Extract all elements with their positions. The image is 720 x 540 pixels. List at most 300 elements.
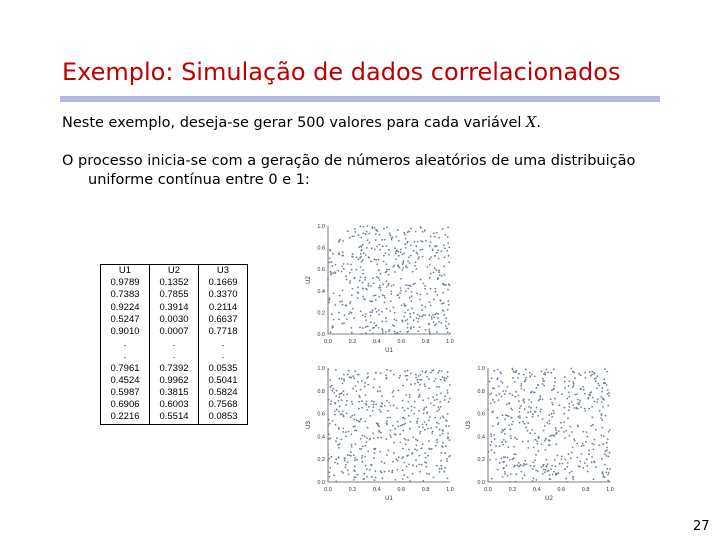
scatter-point: [447, 392, 449, 394]
scatter-point: [346, 400, 348, 402]
scatter-point: [366, 468, 368, 470]
scatter-point: [410, 406, 412, 408]
scatter-point: [518, 395, 520, 397]
scatter-point: [443, 379, 445, 381]
scatter-point: [377, 230, 379, 232]
scatter-point: [446, 328, 448, 330]
scatter-u1-u3: [298, 360, 456, 506]
scatter-point: [419, 315, 421, 317]
scatter-point: [343, 374, 345, 376]
scatter-point: [514, 465, 516, 467]
scatter-point: [342, 290, 344, 292]
scatter-point: [510, 408, 512, 410]
scatter-point: [416, 450, 418, 452]
scatter-point: [380, 432, 382, 434]
scatter-point: [423, 407, 425, 409]
scatter-point: [362, 269, 364, 271]
scatter-point: [380, 437, 382, 439]
scatter-point: [366, 247, 368, 249]
scatter-point: [554, 398, 556, 400]
scatter-point: [436, 399, 438, 401]
scatter-point: [359, 280, 361, 282]
scatter-point: [534, 375, 536, 377]
scatter-point: [397, 294, 399, 296]
scatter-point: [379, 409, 381, 411]
scatter-point: [382, 246, 384, 248]
scatter-point: [392, 266, 394, 268]
scatter-point: [428, 387, 430, 389]
scatter-point: [374, 452, 376, 454]
scatter-point: [339, 406, 341, 408]
scatter-point: [413, 413, 415, 415]
scatter-point: [400, 290, 402, 292]
scatter-point: [607, 474, 609, 476]
scatter-point: [438, 386, 440, 388]
scatter-point: [355, 385, 357, 387]
scatter-point: [410, 285, 412, 287]
scatter-point: [502, 461, 504, 463]
scatter-point: [365, 254, 367, 256]
scatter-point: [568, 409, 570, 411]
scatter-point: [367, 285, 369, 287]
scatter-point: [417, 241, 419, 243]
scatter-point: [505, 390, 507, 392]
scatter-point: [514, 381, 516, 383]
scatter-point: [573, 385, 575, 387]
scatter-point: [396, 250, 398, 252]
scatter-u2-u3: [458, 360, 616, 506]
scatter-point: [410, 245, 412, 247]
scatter-point: [331, 313, 333, 315]
scatter-point: [351, 256, 353, 258]
scatter-point: [569, 435, 571, 437]
scatter-point: [535, 411, 537, 413]
scatter-point: [541, 371, 543, 373]
scatter-point: [504, 433, 506, 435]
scatter-u1-u2-svg: [298, 218, 456, 358]
scatter-point: [366, 231, 368, 233]
scatter-point: [589, 394, 591, 396]
scatter-point: [417, 418, 419, 420]
y-axis-label: U3: [466, 421, 472, 429]
scatter-point: [426, 466, 428, 468]
scatter-point: [540, 443, 542, 445]
scatter-point: [399, 377, 401, 379]
scatter-point: [516, 438, 518, 440]
scatter-point: [490, 393, 492, 395]
scatter-point: [409, 428, 411, 430]
scatter-point: [341, 413, 343, 415]
scatter-point: [342, 304, 344, 306]
scatter-point: [496, 378, 498, 380]
scatter-point: [574, 394, 576, 396]
scatter-point: [384, 471, 386, 473]
scatter-point: [447, 438, 449, 440]
table-cell: 0.5824: [199, 387, 248, 399]
scatter-point: [597, 398, 599, 400]
scatter-point: [399, 375, 401, 377]
scatter-point: [341, 392, 343, 394]
scatter-point: [416, 317, 418, 319]
scatter-point: [352, 253, 354, 255]
scatter-point: [448, 255, 450, 257]
scatter-point: [528, 399, 530, 401]
scatter-point: [422, 249, 424, 251]
scatter-point: [367, 326, 369, 328]
scatter-point: [442, 415, 444, 417]
scatter-point: [588, 397, 590, 399]
scatter-point: [341, 266, 343, 268]
scatter-point: [346, 318, 348, 320]
scatter-point: [367, 451, 369, 453]
table-cell: 0.4524: [110, 374, 140, 386]
scatter-point: [534, 460, 536, 462]
scatter-point: [571, 401, 573, 403]
scatter-point: [447, 300, 449, 302]
scatter-point: [348, 313, 350, 315]
scatter-point: [341, 471, 343, 473]
scatter-point: [361, 455, 363, 457]
scatter-point: [389, 417, 391, 419]
x-tick-label: 0.4: [532, 487, 541, 493]
scatter-point: [605, 472, 607, 474]
col-header-u1: U1: [118, 265, 132, 276]
scatter-point: [366, 400, 368, 402]
scatter-point: [553, 368, 555, 370]
scatter-point: [328, 458, 330, 460]
scatter-point: [434, 399, 436, 401]
scatter-point: [338, 396, 340, 398]
scatter-point: [389, 434, 391, 436]
scatter-point: [384, 462, 386, 464]
table-cell: .: [199, 338, 248, 350]
scatter-point: [546, 369, 548, 371]
scatter-point: [330, 403, 332, 405]
scatter-point: [606, 442, 608, 444]
scatter-point: [553, 385, 555, 387]
scatter-point: [338, 428, 340, 430]
scatter-point: [385, 321, 387, 323]
scatter-point: [375, 404, 377, 406]
scatter-point: [429, 448, 431, 450]
scatter-point: [354, 459, 356, 461]
scatter-point: [440, 300, 442, 302]
scatter-point: [570, 368, 572, 370]
scatter-point: [386, 245, 388, 247]
scatter-point: [493, 434, 495, 436]
scatter-point: [412, 437, 414, 439]
scatter-point: [413, 319, 415, 321]
scatter-point: [386, 308, 388, 310]
scatter-point: [446, 460, 448, 462]
scatter-point: [423, 314, 425, 316]
scatter-point: [365, 233, 367, 235]
scatter-point: [412, 452, 414, 454]
scatter-point: [385, 263, 387, 265]
scatter-point: [396, 469, 398, 471]
scatter-point: [448, 261, 450, 263]
y-tick-label: 0.6: [317, 267, 325, 274]
scatter-point: [440, 460, 442, 462]
scatter-point: [447, 236, 449, 238]
scatter-point: [566, 466, 568, 468]
scatter-point: [536, 387, 538, 389]
scatter-point: [540, 411, 542, 413]
scatter-point: [335, 264, 337, 266]
scatter-point: [601, 387, 603, 389]
scatter-point: [494, 401, 496, 403]
scatter-point: [489, 459, 491, 461]
scatter-point: [495, 445, 497, 447]
scatter-point: [419, 455, 421, 457]
scatter-point: [444, 247, 446, 249]
scatter-point: [449, 333, 451, 335]
scatter-point: [349, 282, 351, 284]
scatter-point: [403, 316, 405, 318]
x-tick-label: 1.0: [446, 339, 454, 345]
scatter-point: [372, 406, 374, 408]
scatter-point: [346, 305, 348, 307]
scatter-point: [342, 428, 344, 430]
scatter-point: [379, 285, 381, 287]
y-tick-label: 0.0: [317, 332, 325, 338]
scatter-point: [438, 270, 440, 272]
scatter-point: [388, 249, 390, 251]
scatter-point: [427, 412, 429, 414]
scatter-point: [509, 459, 511, 461]
scatter-point: [359, 396, 361, 398]
scatter-point: [594, 461, 596, 463]
scatter-point: [436, 294, 438, 296]
scatter-point: [409, 262, 411, 264]
scatter-point: [602, 472, 604, 474]
scatter-point: [335, 403, 337, 405]
scatter-point: [378, 296, 380, 298]
scatter-point: [407, 455, 409, 457]
scatter-point: [508, 446, 510, 448]
scatter-point: [419, 471, 421, 473]
scatter-point: [390, 234, 392, 236]
scatter-point: [490, 433, 492, 435]
scatter-point: [404, 462, 406, 464]
table-row: [101, 411, 248, 424]
scatter-point: [560, 422, 562, 424]
scatter-point: [328, 302, 330, 304]
scatter-point: [561, 393, 563, 395]
scatter-point: [446, 390, 448, 392]
scatter-point: [490, 444, 492, 446]
scatter-point: [525, 426, 527, 428]
scatter-point: [327, 425, 329, 427]
scatter-point: [361, 448, 363, 450]
scatter-point: [401, 254, 403, 256]
scatter-point: [532, 480, 534, 482]
scatter-point: [342, 431, 344, 433]
scatter-point: [343, 416, 345, 418]
scatter-point: [591, 371, 593, 373]
scatter-point: [399, 267, 401, 269]
scatter-point: [433, 380, 435, 382]
scatter-point: [358, 401, 360, 403]
scatter-point: [444, 395, 446, 397]
scatter-point: [402, 407, 404, 409]
scatter-point: [424, 314, 426, 316]
scatter-point: [402, 262, 404, 264]
scatter-point: [549, 444, 551, 446]
scatter-point: [593, 444, 595, 446]
scatter-point: [424, 285, 426, 287]
scatter-point: [504, 393, 506, 395]
scatter-point: [543, 373, 545, 375]
scatter-point: [524, 381, 526, 383]
scatter-point: [331, 390, 333, 392]
scatter-point: [402, 456, 404, 458]
scatter-point: [419, 384, 421, 386]
scatter-point: [422, 231, 424, 233]
scatter-point: [405, 290, 407, 292]
table-cell: 0.9224: [110, 301, 140, 313]
scatter-point: [365, 394, 367, 396]
scatter-point: [368, 257, 370, 259]
scatter-point: [398, 240, 400, 242]
x-tick-label: 0.2: [348, 487, 357, 493]
scatter-point: [399, 433, 401, 435]
scatter-point: [519, 411, 521, 413]
scatter-point: [547, 463, 549, 465]
scatter-point: [360, 310, 362, 312]
scatter-point: [337, 444, 339, 446]
scatter-point: [345, 431, 347, 433]
scatter-point: [534, 439, 536, 441]
scatter-point: [364, 277, 366, 279]
scatter-point: [564, 387, 566, 389]
scatter-point: [438, 258, 440, 260]
scatter-point: [416, 292, 418, 294]
scatter-point: [509, 402, 511, 404]
scatter-point: [364, 382, 366, 384]
scatter-point: [433, 477, 435, 479]
scatter-point: [499, 445, 501, 447]
scatter-point: [362, 259, 364, 261]
scatter-point: [448, 247, 450, 249]
scatter-point: [354, 430, 356, 432]
scatter-point: [542, 383, 544, 385]
scatter-point: [505, 414, 507, 416]
scatter-point: [562, 463, 564, 465]
table-cell: 0.0030: [150, 314, 199, 326]
scatter-point: [521, 471, 523, 473]
scatter-point: [409, 313, 411, 315]
scatter-point: [365, 332, 367, 334]
scatter-point: [519, 417, 521, 419]
scatter-point: [378, 314, 380, 316]
scatter-point: [502, 476, 504, 478]
scatter-point: [409, 480, 411, 482]
scatter-point: [378, 244, 380, 246]
scatter-point: [369, 233, 371, 235]
scatter-point: [510, 435, 512, 437]
scatter-point: [414, 407, 416, 409]
scatter-point: [535, 470, 537, 472]
scatter-point: [430, 256, 432, 258]
scatter-point: [406, 331, 408, 333]
scatter-point: [344, 314, 346, 316]
scatter-point: [493, 370, 495, 372]
scatter-point: [345, 404, 347, 406]
scatter-point: [605, 415, 607, 417]
scatter-point: [393, 319, 395, 321]
scatter-point: [375, 477, 377, 479]
scatter-point: [358, 395, 360, 397]
scatter-point: [338, 378, 340, 380]
scatter-point: [378, 287, 380, 289]
scatter-point: [566, 481, 568, 483]
scatter-point: [500, 373, 502, 375]
x-tick-label: 0.0: [324, 339, 332, 345]
scatter-point: [418, 318, 420, 320]
scatter-point: [343, 268, 345, 270]
scatter-point: [372, 277, 374, 279]
scatter-point: [527, 430, 529, 432]
scatter-point: [366, 476, 368, 478]
scatter-point: [531, 401, 533, 403]
scatter-point: [354, 228, 356, 230]
scatter-point: [365, 326, 367, 328]
scatter-point: [439, 471, 441, 473]
scatter-point: [584, 410, 586, 412]
scatter-point: [380, 411, 382, 413]
scatter-point: [436, 386, 438, 388]
scatter-point: [386, 286, 388, 288]
scatter-point: [515, 454, 517, 456]
scatter-point: [491, 478, 493, 480]
scatter-point: [407, 408, 409, 410]
scatter-point: [536, 407, 538, 409]
scatter-point: [499, 394, 501, 396]
scatter-point: [337, 463, 339, 465]
scatter-point: [606, 449, 608, 451]
table-cell: 0.2114: [199, 302, 248, 314]
scatter-point: [404, 305, 406, 307]
scatter-point: [556, 455, 558, 457]
scatter-point: [604, 464, 606, 466]
scatter-point: [370, 285, 372, 287]
scatter-point: [409, 394, 411, 396]
scatter-point: [405, 266, 407, 268]
scatter-point: [409, 297, 411, 299]
table-cell: 0.7718: [199, 326, 248, 338]
scatter-point: [363, 298, 365, 300]
scatter-point: [576, 393, 578, 395]
scatter-point: [495, 459, 497, 461]
scatter-point: [445, 284, 447, 286]
scatter-point: [445, 445, 447, 447]
scatter-point: [398, 425, 400, 427]
scatter-point: [327, 460, 329, 462]
scatter-point: [564, 381, 566, 383]
scatter-point: [351, 401, 353, 403]
scatter-point: [437, 317, 439, 319]
scatter-point: [445, 325, 447, 327]
scatter-point: [345, 467, 347, 469]
scatter-point: [368, 283, 370, 285]
scatter-point: [365, 319, 367, 321]
scatter-point: [388, 330, 390, 332]
scatter-point: [508, 424, 510, 426]
scatter-point: [572, 387, 574, 389]
scatter-point: [504, 471, 506, 473]
scatter-point: [353, 479, 355, 481]
